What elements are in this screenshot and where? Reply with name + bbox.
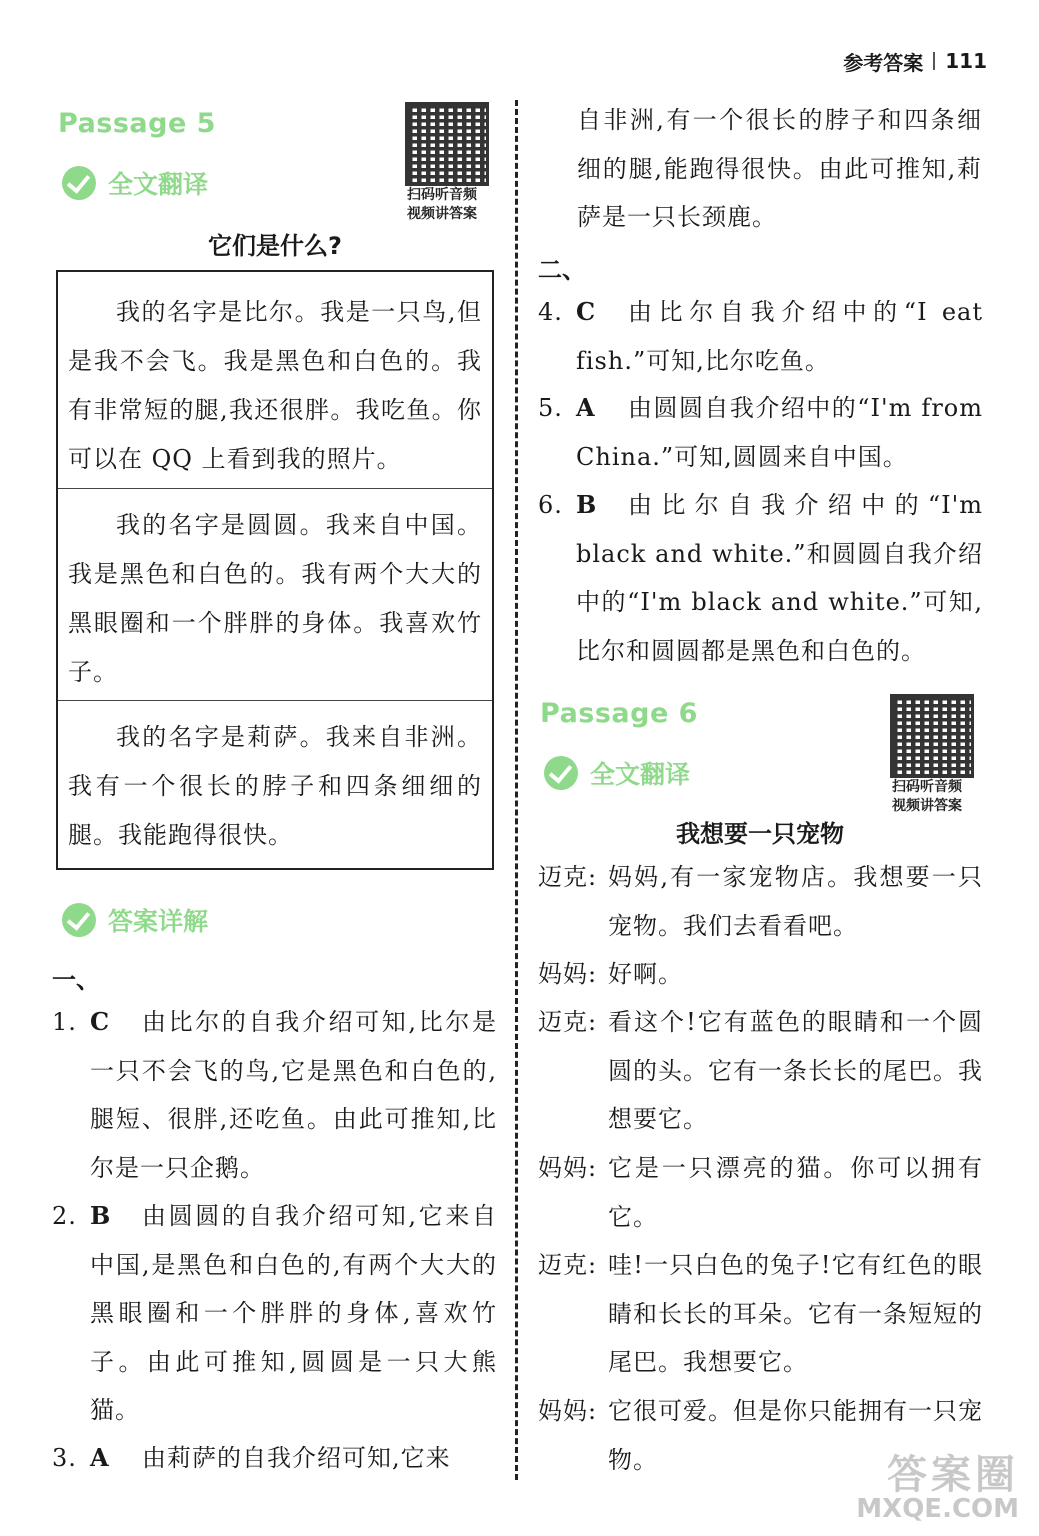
speaker: 迈克:	[538, 1008, 598, 1036]
answer-item	[538, 384, 983, 482]
answer-letter: C	[576, 297, 597, 326]
qr-caption-line: 扫码听音频	[407, 187, 477, 203]
utterance: 哇!一只白色的兔子!它有红色的眼睛和长长的耳朵。它有一条短短的尾巴。我想要它。	[608, 1251, 983, 1376]
qr-code-icon[interactable]	[405, 102, 489, 186]
dialog-line	[538, 1241, 983, 1387]
qr-code-icon[interactable]	[890, 694, 974, 778]
answer-item	[52, 1192, 497, 1436]
paragraph-cell	[58, 700, 492, 870]
passage5-text-title: 它们是什么?	[208, 232, 342, 260]
speaker: 妈妈:	[538, 1154, 598, 1182]
answer-number: 6.	[538, 491, 563, 519]
answer-number: 1.	[52, 1008, 77, 1036]
paragraph: 我的名字是比尔。我是一只鸟,但是我不会飞。我是黑色和白色的。我有非常短的腿,我还很胖。我吃鱼。你可以在 QQ 上看到我的照片。	[68, 298, 482, 473]
column-divider	[515, 100, 518, 1480]
check-icon	[62, 166, 96, 200]
utterance: 好啊。	[608, 960, 683, 988]
utterance: 看这个!它有蓝色的眼睛和一个圆圆的头。它有一条长长的尾巴。我想要它。	[608, 1008, 983, 1133]
answer-number: 2.	[52, 1202, 77, 1230]
passage6-text-title: 我想要一只宠物	[676, 820, 844, 848]
dialog	[538, 853, 983, 1493]
answer-number: 3.	[52, 1444, 77, 1472]
dialog-line	[538, 950, 983, 998]
speaker: 迈克:	[538, 863, 598, 891]
speaker: 迈克:	[538, 1251, 598, 1279]
passage6-translation-head	[544, 755, 690, 791]
watermark-site: MXQE.COM	[856, 1494, 1019, 1524]
utterance: 它很可爱。但是你只能拥有一只宠物。	[608, 1397, 983, 1474]
passage5-text-box	[56, 270, 494, 870]
translation-label: 全文翻译	[108, 170, 209, 199]
answer-label: 答案详解	[108, 907, 209, 936]
answer-explanation: 由比尔的自我介绍可知,比尔是一只不会飞的鸟,它是黑色和白色的,腿短、很胖,还吃鱼。由此可推知,比尔是一只企鹅。	[90, 1008, 497, 1182]
page-header	[843, 46, 987, 76]
answer-explanation: 由圆圆自我介绍中的“I'm from China.”可知,圆圆来自中国。	[576, 394, 983, 471]
answer3-continued: 自非洲,有一个很长的脖子和四条细细的腿,能跑得很快。由此可推知,莉萨是一只长颈鹿。	[577, 106, 982, 231]
dialog-line	[538, 853, 983, 950]
part-two-heading: 二、	[538, 255, 586, 284]
answer-letter: B	[90, 1201, 112, 1230]
answer-number: 5.	[538, 394, 563, 422]
check-icon	[544, 756, 578, 790]
speaker: 妈妈:	[538, 960, 598, 988]
answer-explanation: 由比尔自我介绍中的“I eat fish.”可知,比尔吃鱼。	[576, 298, 983, 375]
answer-item	[52, 1434, 497, 1484]
paragraph: 我的名字是圆圆。我来自中国。我是黑色和白色的。我有两个大大的黑眼圈和一个胖胖的身体。我喜欢竹子。	[68, 511, 482, 686]
answer-letter: B	[576, 490, 598, 519]
answer-item	[538, 481, 983, 677]
paragraph: 我的名字是莉萨。我来自非洲。我有一个很长的脖子和四条细细的腿。我能跑得很快。	[68, 723, 482, 849]
answer-explanation: 由比尔自我介绍中的“I'm black and white.”和圆圆自我介绍中的“I'm black and white.”可知,比尔和圆圆都是黑色和白色的。	[576, 491, 983, 665]
qr-caption	[877, 778, 977, 816]
answer-number: 4.	[538, 298, 563, 326]
page-number: 111	[945, 49, 987, 73]
answer-explanation: 由圆圆的自我介绍可知,它来自中国,是黑色和白色的,有两个大大的黑眼圈和一个胖胖的身体,喜欢竹子。由此可推知,圆圆是一只大熊猫。	[90, 1202, 497, 1424]
dialog-line	[538, 1144, 983, 1241]
passage5-translation-head	[62, 165, 208, 201]
watermark-main: 答案圈	[887, 1452, 1019, 1498]
utterance: 它是一只漂亮的猫。你可以拥有它。	[608, 1154, 983, 1231]
utterance: 妈妈,有一家宠物店。我想要一只宠物。我们去看看吧。	[608, 863, 983, 940]
check-icon	[62, 903, 96, 937]
watermark	[856, 1452, 1019, 1526]
translation-label: 全文翻译	[590, 760, 691, 789]
part-one-heading: 一、	[52, 965, 100, 994]
qr-caption	[392, 186, 492, 224]
dialog-line	[538, 998, 983, 1144]
paragraph-cell	[58, 488, 492, 700]
answer-letter: A	[90, 1443, 110, 1472]
answer-item	[52, 998, 497, 1194]
passage5-title: Passage 5	[58, 108, 216, 139]
passage6-title: Passage 6	[540, 698, 698, 729]
answer-explanation: 由莉萨的自我介绍可知,它来	[142, 1444, 451, 1472]
answer-letter: A	[576, 393, 596, 422]
qr-caption-line: 扫码听音频	[892, 779, 962, 795]
speaker: 妈妈:	[538, 1397, 598, 1425]
answer-item	[538, 288, 983, 386]
qr-caption-line: 视频讲答案	[892, 798, 962, 814]
header-label: 参考答案	[843, 50, 924, 75]
header-separator	[933, 52, 935, 70]
paragraph-cell	[58, 288, 492, 488]
answer-head	[62, 902, 208, 938]
qr-caption-line: 视频讲答案	[407, 206, 477, 222]
answer-letter: C	[90, 1007, 111, 1036]
